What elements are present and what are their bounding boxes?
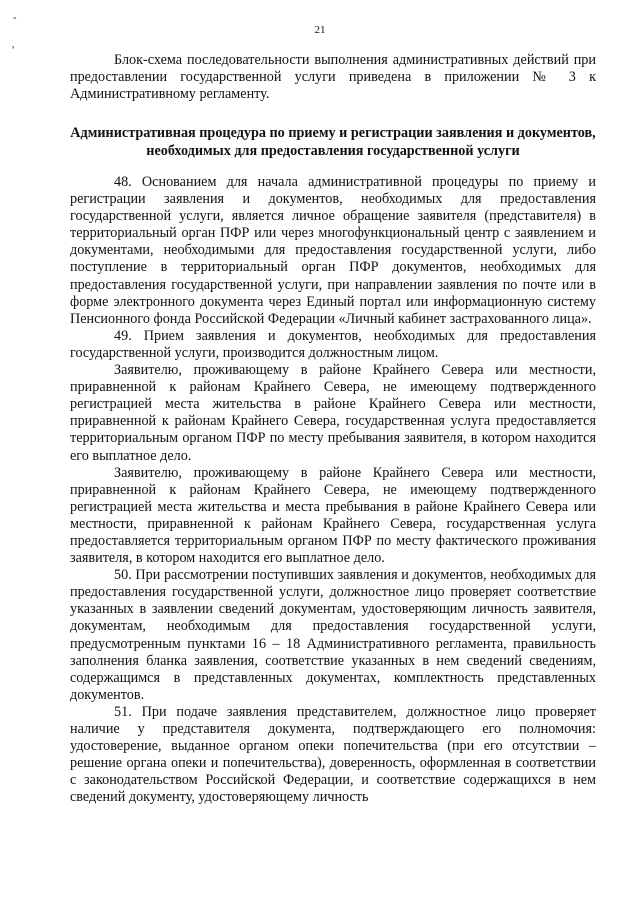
paragraph-far-north-2: Заявителю, проживающему в районе Крайнего Севера или местности, приравненной к районам Крайнего Севера, не имеющему подтвержденного регистрацией места жительства и места пребывания в районе Крайнего Севера или местности, приравненной к районам Крайнего Севера, государственная услуга предоставляется территориальным органом ПФР по месту фактического проживания заявителя, в котором находится его выплатное дело.: [70, 464, 596, 567]
intro-paragraph: Блок-схема последовательности выполнения административных действий при предоставлении государственной услуги приведена в приложении № 3 к Административному регламенту.: [70, 52, 596, 103]
margin-mark: ‚: [11, 36, 15, 50]
paragraph-50: 50. При рассмотрении поступивших заявления и документов, необходимых для предоставления государственной услуги, должностное лицо проверяет соответствие указанных в заявлении сведений документам, удостоверяющим личность заявителя, документам, необходимым для предоставления государственной услуги, предусмотренным пунктами 16 – 18 Административного регламента, правильность заполнения бланка заявления, соответствие указанных в нем сведений сведениям, содержащимся в представленных документах, комплектность представленных документов.: [70, 567, 596, 703]
paragraph-48: 48. Основанием для начала административной процедуры по приему и регистрации заявления и документов, необходимых для предоставления государственной услуги, является личное обращение заявителя (представителя) в территориальный орган ПФР или через многофункциональный центр с заявлением и документами, необходимыми для предоставления государственной услуги, либо поступление в территориальный орган ПФР документов, необходимых для предоставления государственной услуги, при направлении заявления по почте или в форме электронного документа через Единый портал или информационную систему Пенсионного фонда Российской Федерации «Личный кабинет застрахованного лица».: [70, 174, 596, 327]
paragraph-far-north-1: Заявителю, проживающему в районе Крайнего Севера или местности, приравненной к районам Крайнего Севера, не имеющему подтвержденного регистрацией места жительства в районе Крайнего Севера или местности, приравненной к районам Крайнего Севера, государственная услуга предоставляется территориальным органом ПФР по месту пребывания заявителя, в котором находится его выплатное дело.: [70, 362, 596, 464]
page-number: 21: [314, 24, 326, 36]
section-heading: Административная процедура по приему и регистрации заявления и документов, необходимых для предоставления государственной услуги: [70, 125, 596, 159]
paragraph-51: 51. При подаче заявления представителем, должностное лицо проверяет наличие у представителя документа, подтверждающего его полномочия: удостоверение, выданное органом опеки попечительства (при его отсутствии – решение органа опеки и попечительства), доверенность, оформленная в соответствии с законодательством Российской Федерации, и соответствие содержащихся в нем сведений документу, удостоверяющему личность: [70, 703, 596, 806]
paragraph-49: 49. Прием заявления и документов, необходимых для предоставления государственной услуги, производится должностным лицом.: [70, 327, 596, 361]
body-text: [70, 174, 596, 806]
margin-mark: ˇ: [11, 13, 21, 29]
